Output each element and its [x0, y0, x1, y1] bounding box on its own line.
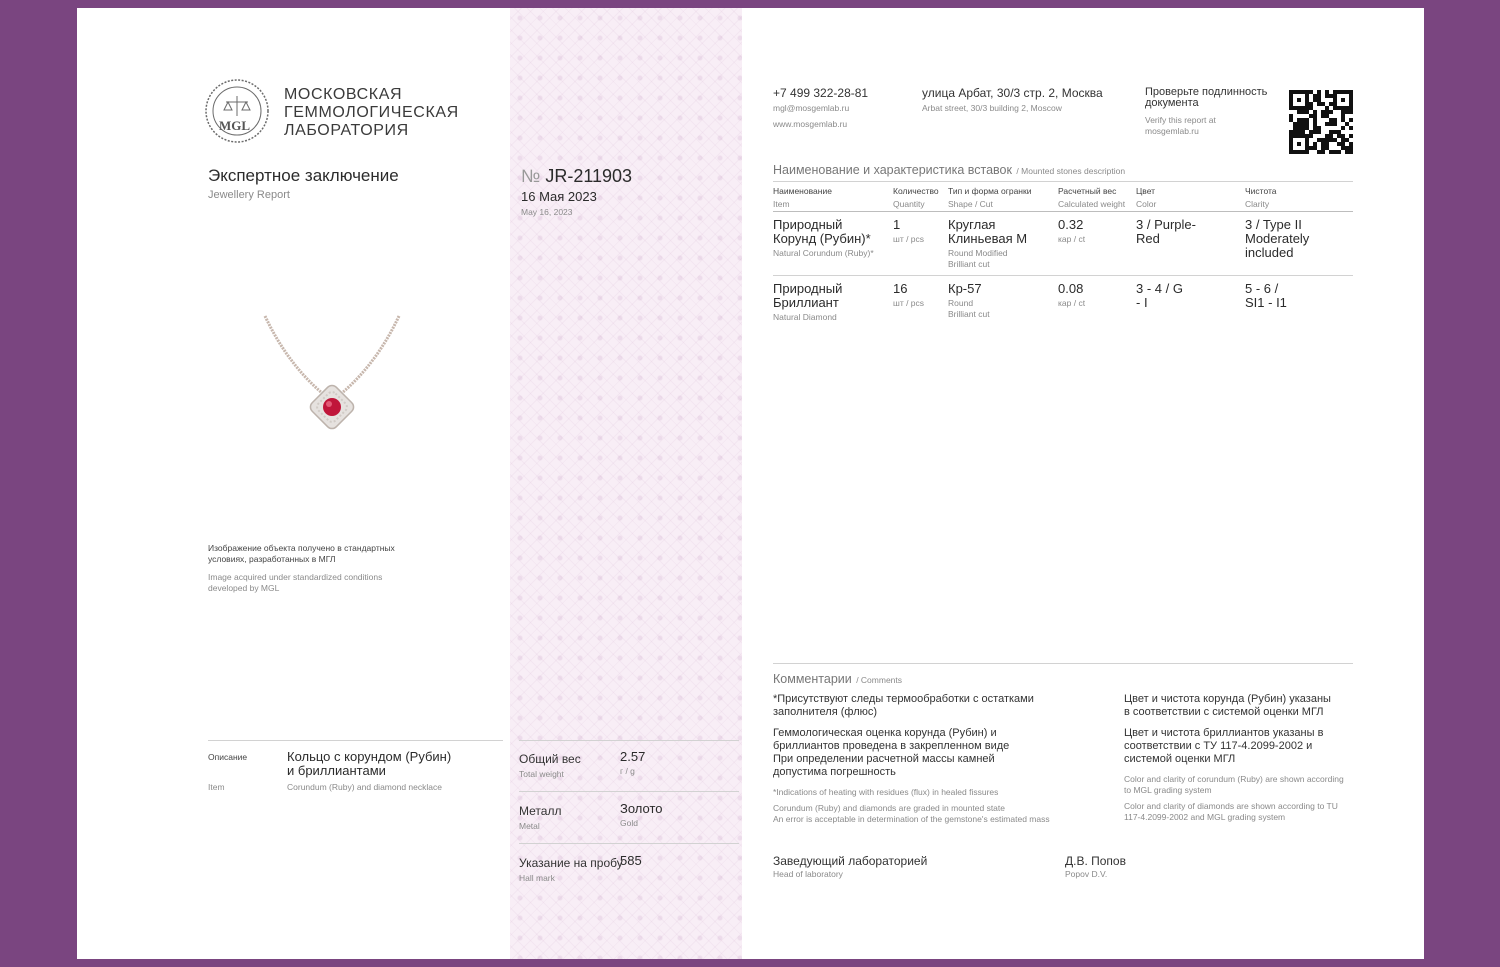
spec-metal-value: Золото Gold: [620, 801, 663, 828]
report-date: 16 Мая 2023: [521, 189, 597, 204]
stones-heading: Наименование и характеристика вставок / Mounted stones description: [773, 163, 1126, 177]
signature-title-en: Head of laboratory: [773, 869, 843, 879]
comments-left-en: *Indications of heating with residues (flux) in healed fissures Corundum (Ruby) and diamonds are graded in mounted state An error is acceptable in determination of the gemstone's estimated mass: [773, 787, 1050, 824]
spec-hallmark: Указание на пробу Hall mark: [519, 856, 623, 883]
qr-module: [1297, 142, 1301, 146]
qr-module: [1309, 134, 1313, 138]
comments-right-ru: Цвет и чистота корунда (Рубин) указаны в соответствии с системой оценки МГЛ Цвет и чистота бриллиантов указаны в соответствии с ТУ 117-4.2099-2002 и системой оценки МГЛ: [1124, 693, 1331, 765]
table-row-2-cut: Кр-57 Round Brilliant cut: [948, 281, 990, 319]
verify-ru: Проверьте подлинность документа: [1145, 86, 1268, 109]
verify-en: Verify this report at mosgemlab.ru: [1145, 115, 1216, 136]
header-clarity: Чистота Clarity: [1245, 186, 1277, 209]
qr-module: [1305, 150, 1309, 154]
qr-module: [1297, 98, 1301, 102]
email-link[interactable]: mgl@mosgemlab.ru: [773, 103, 850, 113]
header-cut: Тип и форма огранки Shape / Cut: [948, 186, 1032, 209]
spec-metal: Металл Metal: [519, 804, 562, 831]
table-row-2-clarity: 5 - 6 / SI1 - I1: [1245, 281, 1287, 310]
table-row-1-weight: 0.32 кар / ct: [1058, 217, 1086, 244]
description-value-en: Corundum (Ruby) and diamond necklace: [287, 782, 442, 792]
qr-module: [1321, 150, 1325, 154]
spec-total-weight-value: 2.57 г / g: [620, 749, 646, 776]
qr-code-icon[interactable]: [1289, 90, 1353, 154]
website-link[interactable]: www.mosgemlab.ru: [773, 119, 848, 129]
table-row-1-clarity: 3 / Type II Moderately included: [1245, 217, 1310, 260]
qr-module: [1349, 126, 1353, 130]
comments-right-en: Color and clarity of corundum (Ruby) are shown according to MGL grading system Color and clarity of diamonds are shown according to TU 117-4.2099-2002 and MGL grading system: [1124, 774, 1344, 822]
header-quantity: Количество Quantity: [893, 186, 939, 209]
comments-heading: Комментарии / Comments: [773, 672, 903, 686]
qr-module: [1333, 122, 1337, 126]
table-row-1-qty: 1 шт / pcs: [893, 217, 925, 244]
qr-module: [1349, 134, 1353, 138]
table-row-2-weight: 0.08 кар / ct: [1058, 281, 1086, 308]
table-row-1-color: 3 / Purple-Red: [1136, 217, 1196, 246]
address-en: Arbat street, 30/3 building 2, Moscow: [922, 103, 1062, 113]
image-note-ru: Изображение объекта получено в стандартных условиях, разработанных в МГЛ: [208, 543, 395, 564]
qr-module: [1329, 110, 1333, 114]
report-date-en: May 16, 2023: [521, 207, 573, 217]
qr-module: [1337, 150, 1341, 154]
header-item: Наименование Item: [773, 186, 832, 209]
qr-module: [1349, 150, 1353, 154]
comments-left-ru: *Присутствуют следы термообработки с остатками заполнителя (флюс) Геммологическая оценка корунда (Рубин) и бриллиантов проведена в закрепленном виде При определении расчетной массы камней допустима погрешность: [773, 693, 1034, 778]
header-weight: Расчетный вес Calculated weight: [1058, 186, 1126, 209]
qr-module: [1341, 126, 1345, 130]
address-ru: улица Арбат, 30/3 стр. 2, Москва: [922, 86, 1103, 100]
image-note-en: Image acquired under standardized conditions developed by MGL: [208, 572, 383, 593]
table-row-1-item: Природный Корунд (Рубин)* Natural Corundum (Ruby)*: [773, 217, 874, 258]
description-label-en: Item: [208, 782, 225, 792]
qr-module: [1317, 130, 1321, 134]
report-title-en: Jewellery Report: [208, 189, 290, 201]
necklace-image: [257, 308, 407, 438]
table-row-1-cut: Круглая Клиньевая М Round Modified Brilliant cut: [948, 217, 1028, 269]
spec-total-weight: Общий вес Total weight: [519, 752, 581, 779]
header-color: Цвет Color: [1136, 186, 1157, 209]
description-value: Кольцо с корундом (Рубин) и бриллиантами: [287, 749, 452, 778]
signature-name-en: Popov D.V.: [1065, 869, 1108, 879]
table-row-2-color: 3 - 4 / G - I: [1136, 281, 1183, 310]
report-number: № JR-211903: [521, 166, 633, 186]
table-row-2-qty: 16 шт / pcs: [893, 281, 925, 308]
qr-module: [1341, 98, 1345, 102]
signature-title: Заведующий лабораторией: [773, 854, 928, 868]
logo-mark: MGL: [219, 118, 251, 133]
qr-module: [1349, 118, 1353, 122]
report-title: Экспертное заключение: [208, 166, 399, 185]
description-label: Описание: [208, 752, 248, 762]
report-sheet: [77, 8, 1424, 959]
phone: +7 499 322-28-81: [773, 86, 869, 100]
spec-hallmark-value: 585: [620, 853, 642, 868]
signature-name: Д.В. Попов: [1065, 854, 1126, 868]
table-row-2-item: Природный Бриллиант Natural Diamond: [773, 281, 843, 322]
qr-module: [1349, 110, 1353, 114]
mgl-logo-icon: [204, 78, 270, 144]
lab-name: МОСКОВСКАЯ ГЕММОЛОГИЧЕСКАЯ ЛАБОРАТОРИЯ: [284, 86, 459, 139]
